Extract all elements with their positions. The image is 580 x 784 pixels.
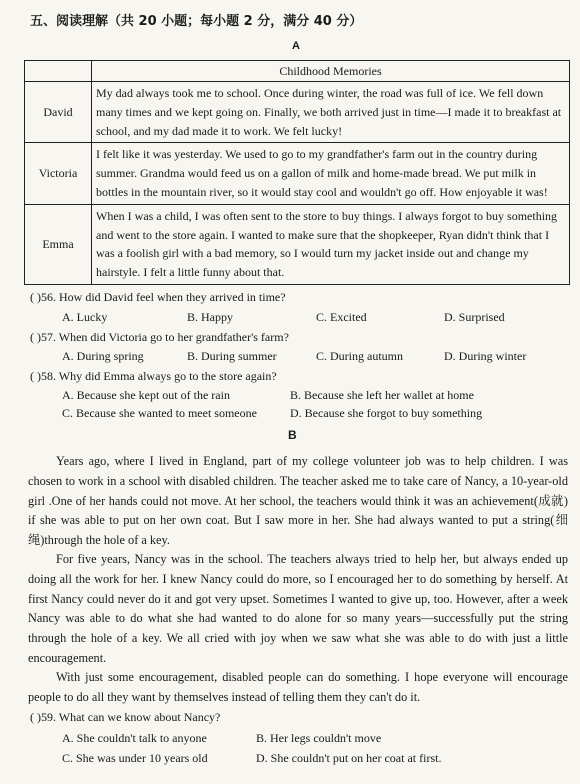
option-c[interactable]: C. Because she wanted to meet someone [62,406,257,420]
passage-paragraph-1: Years ago, where I lived in England, part of my college volunteer job was to help children. I was chosen to work in a school with disabled children. The teacher asked me to take care of Nancy, a 10-year-old girl .One of her hands could not move. At her school, the teachers would think it was an achievement(成就) if she was able to put on her own coat. But I saw more in her. She had always wanted to put a string(细绳)through the hole of a key. [28,454,568,548]
table-row [25,82,570,143]
question-57: ( )57. When did Victoria go to her grandfather's farm? [30,330,289,344]
row-text: I felt like it was yesterday. We used to go to my grandfather's farm out in the country during summer. Grandma would feed us on a gallon of milk and home-made bread. We put milk in bottles in the mountain river, so it would stay cool and wouldn't go off. How enjoyable it was! [92,143,570,204]
part-b-heading: B [288,428,297,442]
row-name: Victoria [25,143,92,204]
option-a[interactable]: A. Because she kept out of the rain [62,388,230,402]
option-d[interactable]: D. During winter [444,349,527,363]
table-row [25,143,570,204]
row-name: David [25,82,92,143]
row-text: My dad always took me to school. Once during winter, the road was full of ice. We fell down many times and we kept going on. Finally, we both arrived just in time—I made it to breakfast at school, and my dad made it to work. We felt lucky! [92,82,570,143]
question-58: ( )58. Why did Emma always go to the store again? [30,369,277,383]
passage-paragraph-2: For five years, Nancy was in the school. The teachers always tried to help her, but always ended up doing all the work for her. I knew Nancy could do more, so I encouraged her to do something by herself. At first Nancy could never do it and got very upset. Sometimes I wanted to give up, too. However, after a week Nancy was able to do what she had wanted to do alone for so many years—successfully put the string through the hole of a key. We all cried with joy when we saw what she was able to do with just a little encouragement. [28,552,568,665]
option-d[interactable]: D. She couldn't put on her coat at first. [256,751,442,765]
option-b[interactable]: B. Because she left her wallet at home [290,388,474,402]
question-56: ( )56. How did David feel when they arrived in time? [30,290,286,304]
option-b[interactable]: B. During summer [187,349,277,363]
passage-paragraph-3: With just some encouragement, disabled people can do something. I hope everyone will encourage people to do all they want by themselves instead of telling them they can't do it. [28,670,568,704]
option-c[interactable]: C. During autumn [316,349,403,363]
part-a-heading: A [292,40,300,52]
childhood-memories-table [24,60,570,285]
option-b[interactable]: B. Her legs couldn't move [256,731,382,745]
option-d[interactable]: D. Because she forgot to buy something [290,406,483,420]
row-name: Emma [25,204,92,284]
question-59: ( )59. What can we know about Nancy? [30,710,221,724]
table-corner-cell [25,61,92,82]
table-row [25,204,570,284]
option-d[interactable]: D. Surprised [444,310,505,324]
table-title: Childhood Memories [92,61,570,82]
option-a[interactable]: A. Lucky [62,310,108,324]
option-b[interactable]: B. Happy [187,310,233,324]
option-a[interactable]: A. She couldn't talk to anyone [62,731,207,745]
option-a[interactable]: A. During spring [62,349,144,363]
option-c[interactable]: C. Excited [316,310,367,324]
section-title: 五、阅读理解（共 20 小题；每小题 2 分，满分 40 分） [30,14,363,29]
row-text: When I was a child, I was often sent to the store to buy things. I always forgot to buy something and went to the store again. I wanted to make sure that the shopkeeper, Ryan didn't think that I was a foolish girl with a bad memory, so I would turn my jacket inside out and change my hairstyle. I felt a little funny about that. [92,204,570,284]
option-c[interactable]: C. She was under 10 years old [62,751,208,765]
